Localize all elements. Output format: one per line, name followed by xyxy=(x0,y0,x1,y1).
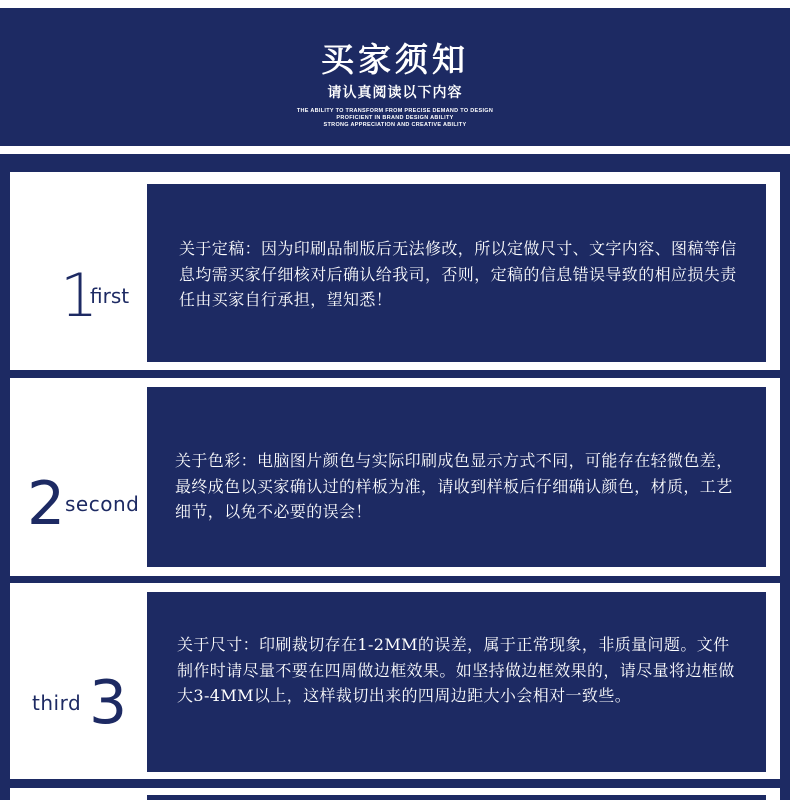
notice-number: 2 xyxy=(27,469,66,539)
notice-number: 3 xyxy=(89,668,128,738)
notice-card-partial xyxy=(10,788,780,800)
notice-ordinal-word: first xyxy=(90,284,130,308)
header-banner xyxy=(0,8,790,146)
tagline-line-2: PROFICIENT IN BRAND DESIGN ABILITY xyxy=(336,115,454,121)
notice-text: 关于尺寸：印刷裁切存在1-2MM的误差，属于正常现象，非质量问题。文件制作时请尽量不要在四周做边框效果。如坚持做边框效果的，请尽量将边框做大3-4MM以上，这样裁切出来的四周边距大小会相对一致些。 xyxy=(177,635,735,705)
notice-panel xyxy=(147,592,766,772)
notice-ordinal-word: third xyxy=(32,691,82,715)
notice-panel xyxy=(147,387,766,567)
notice-text: 关于色彩：电脑图片颜色与实际印刷成色显示方式不同，可能存在轻微色差，最终成色以买家确认过的样板为准，请收到样板后仔细确认颜色，材质，工艺细节，以免不必要的误会！ xyxy=(175,451,733,521)
notice-text: 关于定稿：因为印刷品制版后无法修改，所以定做尺寸、文字内容、图稿等信息均需买家仔细核对后确认给我司，否则，定稿的信息错误导致的相应损失责任由买家自行承担，望知悉！ xyxy=(179,239,737,309)
notice-panel xyxy=(147,795,766,800)
tagline-line-3: STRONG APPRECIATION AND CREATIVE ABILITY xyxy=(323,122,467,128)
notice-card-second xyxy=(10,378,780,576)
notice-card-first xyxy=(10,172,780,370)
notice-ordinal-word: second xyxy=(65,492,140,516)
page-subtitle: 请认真阅读以下内容 xyxy=(327,85,463,101)
notice-number: 1 xyxy=(60,261,99,331)
page-title: 买家须知 xyxy=(321,40,469,79)
tagline-line-1: THE ABILITY TO TRANSFORM FROM PRECISE DEMAND TO DESIGN xyxy=(296,108,494,114)
notice-card-third xyxy=(10,583,780,779)
notice-panel xyxy=(147,184,766,362)
